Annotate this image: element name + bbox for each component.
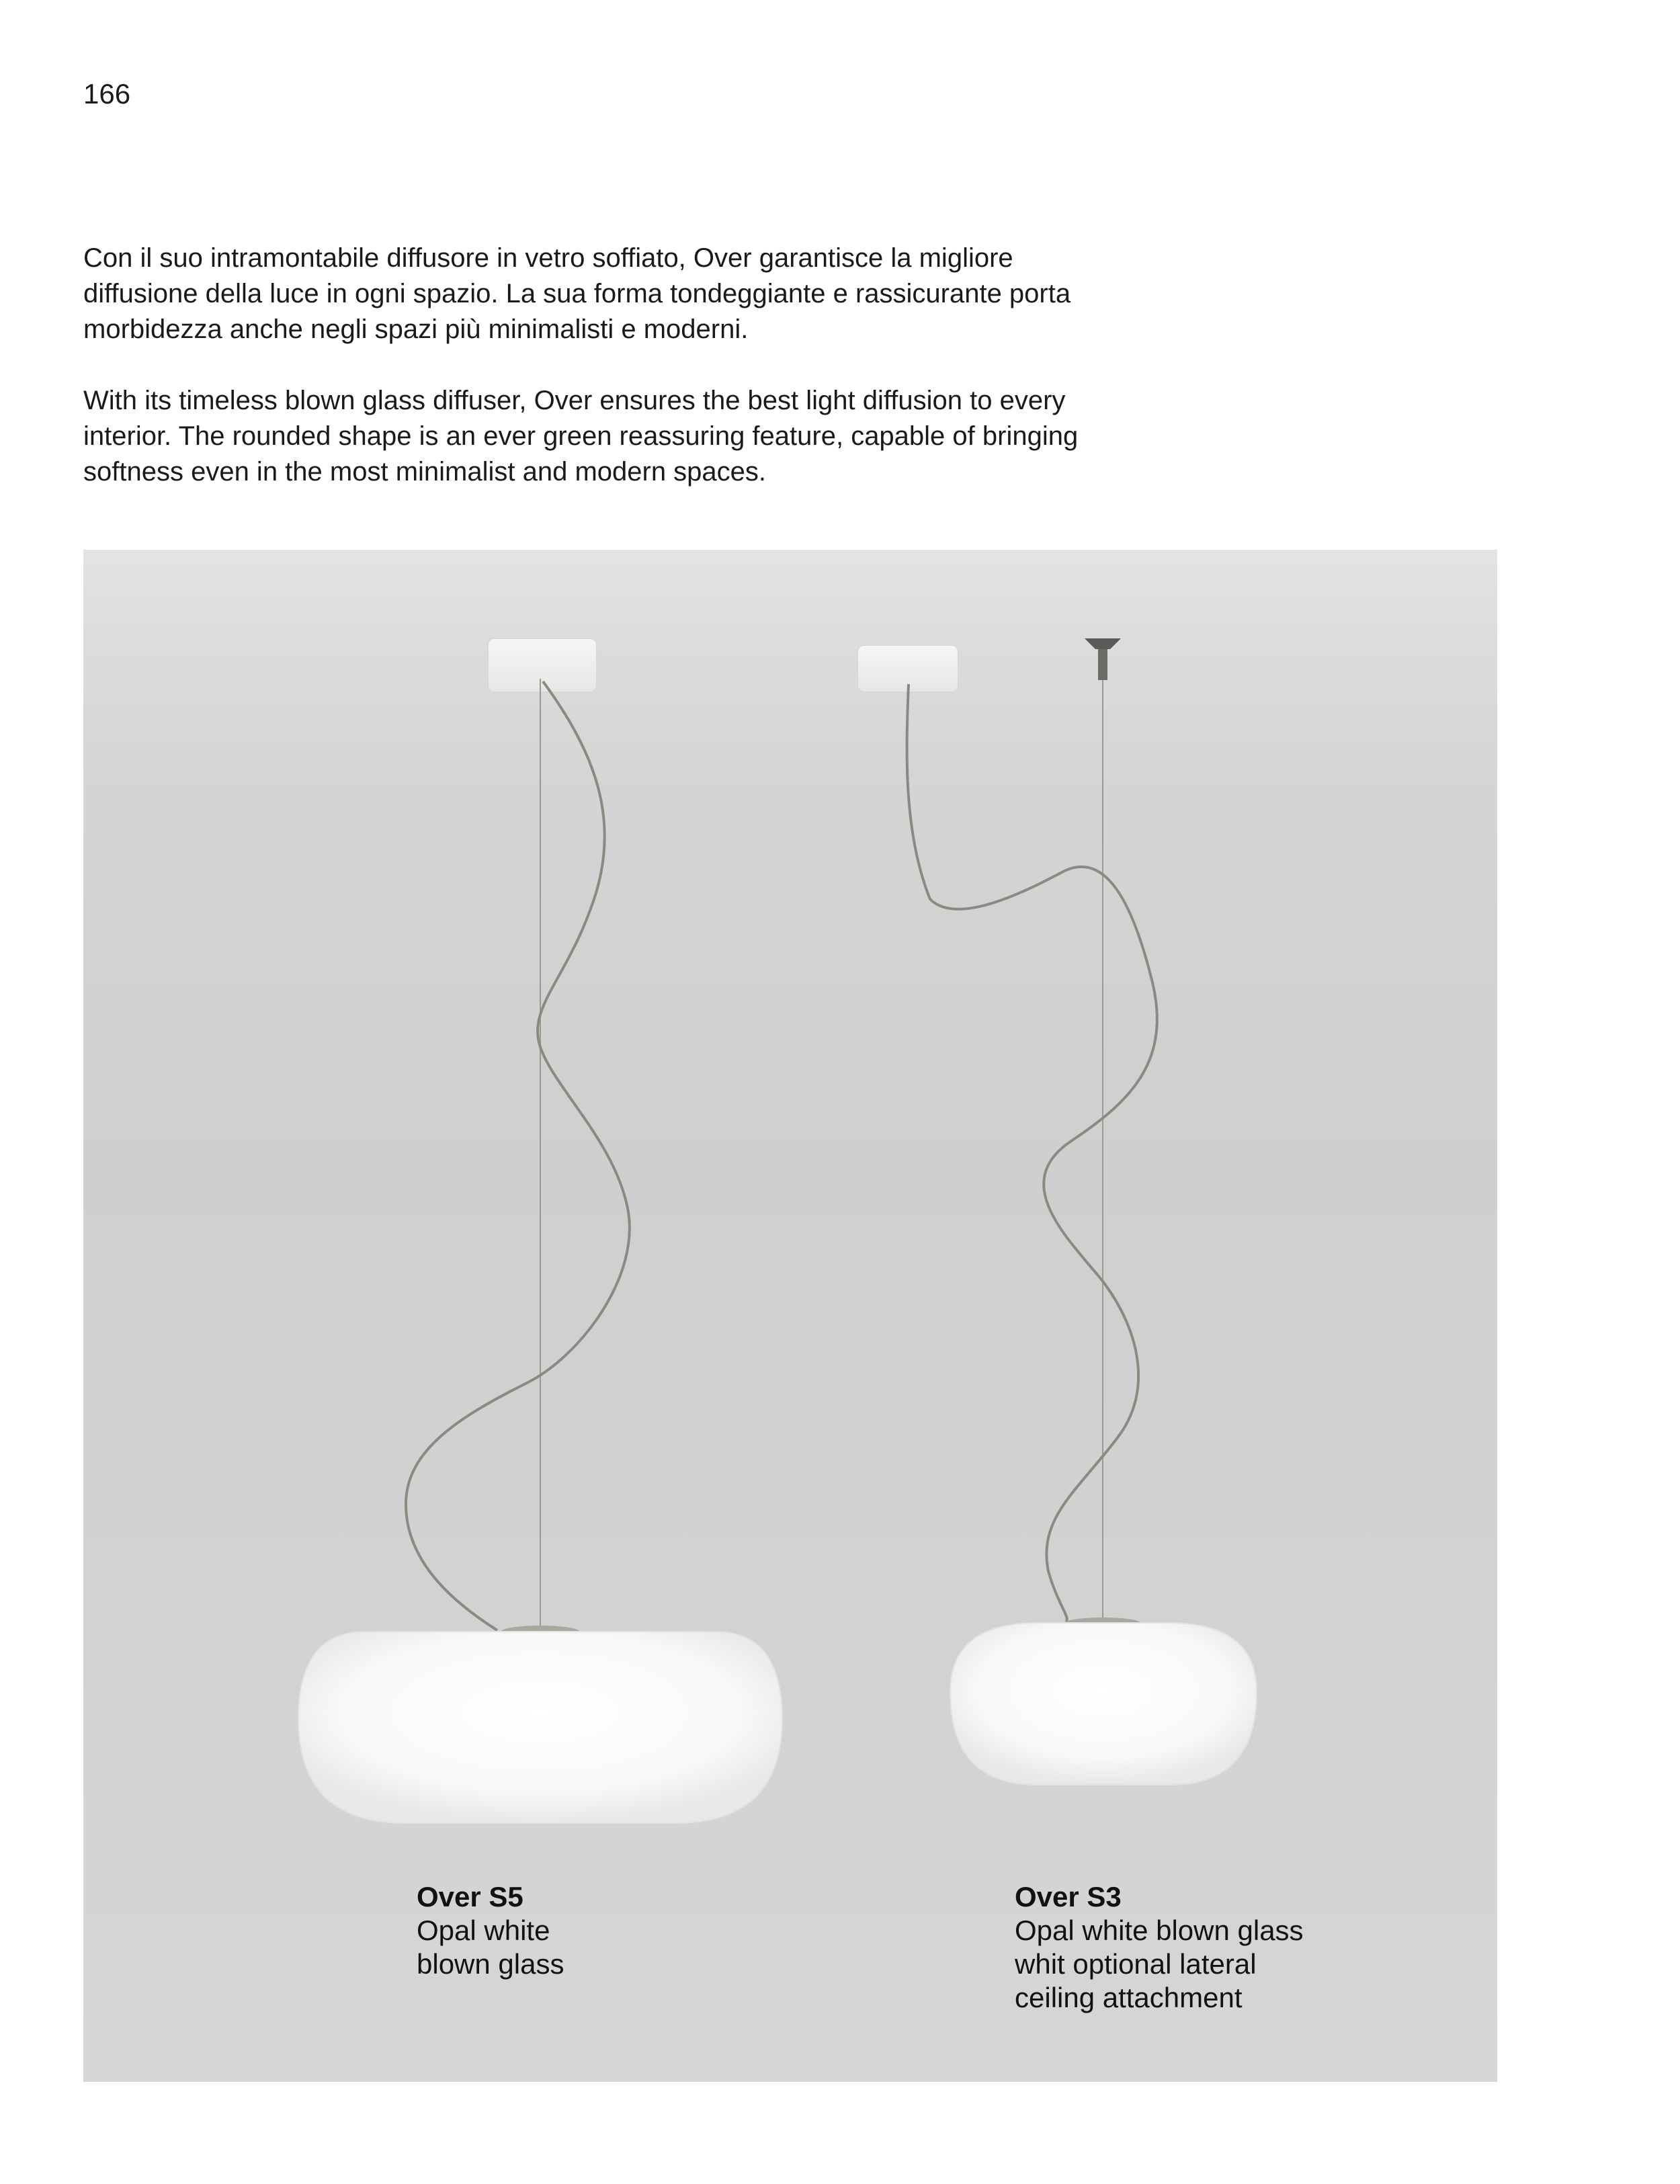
product-name: Over S3 [1015, 1881, 1122, 1913]
product-description-line: Opal white blown glass [1015, 1915, 1304, 1946]
lateral-ceiling-attachment [1085, 638, 1121, 649]
product-description-line: whit optional lateral [1015, 1948, 1257, 1980]
page-number: 166 [83, 78, 131, 110]
lamp-over-s5 [298, 638, 782, 1823]
caption-over-s3 [1015, 1880, 1304, 2015]
lamp-over-s3 [857, 638, 1257, 1785]
intro-text [83, 241, 1132, 526]
paragraph-italian: Con il suo intramontabile diffusore in vetro soffiato, Over garantisce la migliore diffusione della luce in ogni spazio. La sua forma tondeggiante e rassicurante porta morbidezza anche negli spazi più minimalisti e moderni. [83, 243, 1071, 344]
product-description-line: ceiling attachment [1015, 1982, 1243, 2013]
product-description-line: blown glass [417, 1948, 564, 1980]
caption-over-s5 [417, 1880, 564, 1981]
glass-diffuser-s3 [950, 1623, 1257, 1785]
glass-diffuser-s5 [298, 1632, 782, 1823]
product-description-line: Opal white [417, 1915, 550, 1946]
paragraph-english: With its timeless blown glass diffuser, Over ensures the best light diffusion to every interior. The rounded shape is an ever green reassuring feature, capable of bringing softness even in the most minimalist and modern spaces. [83, 386, 1079, 487]
ceiling-canopy-s5 [488, 638, 597, 692]
product-photo [83, 550, 1497, 2082]
product-name: Over S5 [417, 1881, 523, 1913]
pendant-lamps-illustration [83, 550, 1497, 2082]
power-cable-s5 [406, 681, 630, 1630]
power-cable-s3 [907, 684, 1157, 1622]
